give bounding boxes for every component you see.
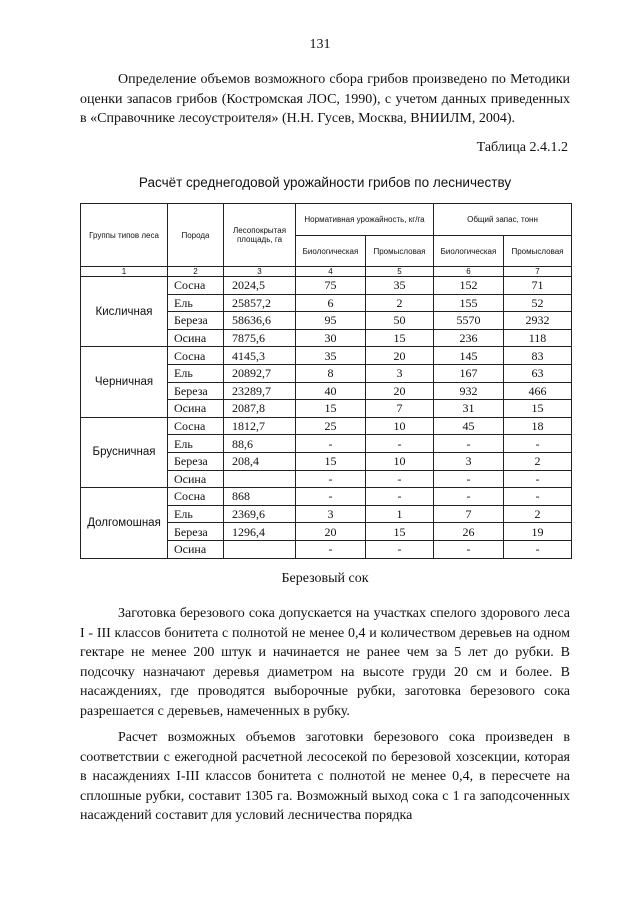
bio-yield-cell: 75 bbox=[296, 277, 366, 295]
area-cell: 2024,5 bbox=[224, 277, 296, 295]
commercial-yield-cell: 50 bbox=[366, 312, 434, 330]
table-body bbox=[81, 277, 572, 559]
bio-yield-cell: 95 bbox=[296, 312, 366, 330]
area-cell: 2087,8 bbox=[224, 400, 296, 418]
commercial-stock-cell: 18 bbox=[504, 417, 572, 435]
species-cell: Береза bbox=[168, 312, 224, 330]
page-number: 131 bbox=[309, 37, 331, 52]
species-cell: Осина bbox=[168, 470, 224, 488]
species-cell: Ель bbox=[168, 294, 224, 312]
bio-yield-cell: - bbox=[296, 470, 366, 488]
commercial-yield-cell: 20 bbox=[366, 347, 434, 365]
table-row bbox=[81, 347, 572, 365]
column-number: 4 bbox=[296, 267, 366, 277]
table-label: Таблица 2.4.1.2 bbox=[476, 140, 568, 155]
species-cell: Осина bbox=[168, 400, 224, 418]
commercial-yield-cell: 2 bbox=[366, 294, 434, 312]
bio-stock-cell: 167 bbox=[434, 364, 504, 382]
commercial-yield-cell: 20 bbox=[366, 382, 434, 400]
column-number: 5 bbox=[366, 267, 434, 277]
commercial-stock-cell: - bbox=[504, 540, 572, 558]
area-cell: 88,6 bbox=[224, 435, 296, 453]
table-row bbox=[81, 488, 572, 506]
area-cell: 868 bbox=[224, 488, 296, 506]
bio-stock-cell: 45 bbox=[434, 417, 504, 435]
intro-paragraph: Определение объемов возможного сбора грибов произведено по Методики оценки запасов грибов (Костромская ЛОС, 1990), с учетом данных приведенных в «Справочнике лесоустроителя» (Н.Н. Гусев, Москва, ВНИИЛМ, 2004). bbox=[80, 72, 570, 126]
bio-stock-cell: - bbox=[434, 435, 504, 453]
forest-group-cell: Черничная bbox=[81, 347, 168, 417]
species-cell: Осина bbox=[168, 540, 224, 558]
commercial-yield-cell: 15 bbox=[366, 523, 434, 541]
area-cell: 23289,7 bbox=[224, 382, 296, 400]
body-paragraph: Заготовка березового сока допускается на участках спелого здорового леса I - III классов бонитета с полнотой не менее 0,4 и количеством деревьев на одном гектаре не менее 200 штук и начинается не ранее чем за 5 лет до рубки. В подсочку назначают деревья диаметром на высоте груди 20 см и более. В насаждениях, где проводятся выборочные рубки, заготовка березового сока разрешается с деревьев, намеченных в рубку. bbox=[80, 606, 570, 719]
table-row bbox=[81, 277, 572, 295]
header-yield-biological: Биологическая bbox=[296, 236, 366, 267]
bio-yield-cell: 8 bbox=[296, 364, 366, 382]
body-paragraph: Расчет возможных объемов заготовки березового сока произведен в соответствии с ежегодной расчетной лесосекой по березовой хозсекции, которая в насаждениях I-III классов бонитета с полнотой не менее 0,4, в пересчете на сплошные рубки, составит 1305 га. Возможный выход сока с 1 га заподсоченных насаждений составит для условий лесничества порядка bbox=[80, 730, 570, 823]
bio-stock-cell: 152 bbox=[434, 277, 504, 295]
species-cell: Береза bbox=[168, 452, 224, 470]
species-cell: Ель bbox=[168, 435, 224, 453]
bio-yield-cell: 6 bbox=[296, 294, 366, 312]
species-cell: Сосна bbox=[168, 277, 224, 295]
area-cell: 1812,7 bbox=[224, 417, 296, 435]
forest-group-cell: Кисличная bbox=[81, 277, 168, 347]
column-number: 2 bbox=[168, 267, 224, 277]
species-cell: Береза bbox=[168, 382, 224, 400]
commercial-stock-cell: 466 bbox=[504, 382, 572, 400]
species-cell: Береза bbox=[168, 523, 224, 541]
bio-stock-cell: - bbox=[434, 488, 504, 506]
header-yield-commercial: Промысловая bbox=[366, 236, 434, 267]
commercial-yield-cell: 10 bbox=[366, 417, 434, 435]
bio-stock-cell: - bbox=[434, 540, 504, 558]
table-row bbox=[81, 417, 572, 435]
forest-group-cell: Долгомошная bbox=[81, 488, 168, 558]
commercial-yield-cell: 15 bbox=[366, 329, 434, 347]
bio-yield-cell: 30 bbox=[296, 329, 366, 347]
area-cell: 20892,7 bbox=[224, 364, 296, 382]
commercial-yield-cell: 7 bbox=[366, 400, 434, 418]
column-number: 1 bbox=[81, 267, 168, 277]
commercial-stock-cell: 19 bbox=[504, 523, 572, 541]
header-stock-commercial: Промысловая bbox=[504, 236, 572, 267]
bio-stock-cell: 236 bbox=[434, 329, 504, 347]
column-number: 6 bbox=[434, 267, 504, 277]
commercial-yield-cell: - bbox=[366, 540, 434, 558]
header-species: Порода bbox=[168, 204, 224, 267]
table-title: Расчёт среднегодовой урожайности грибов по лесничеству bbox=[138, 175, 512, 190]
bio-yield-cell: 40 bbox=[296, 382, 366, 400]
bio-yield-cell: 35 bbox=[296, 347, 366, 365]
forest-group-cell: Брусничная bbox=[81, 417, 168, 487]
bio-stock-cell: 5570 bbox=[434, 312, 504, 330]
species-cell: Ель bbox=[168, 364, 224, 382]
area-cell: 4145,3 bbox=[224, 347, 296, 365]
area-cell: 208,4 bbox=[224, 452, 296, 470]
commercial-stock-cell: 15 bbox=[504, 400, 572, 418]
commercial-stock-cell: 71 bbox=[504, 277, 572, 295]
commercial-stock-cell: 52 bbox=[504, 294, 572, 312]
commercial-stock-cell: 2 bbox=[504, 452, 572, 470]
bio-yield-cell: 15 bbox=[296, 400, 366, 418]
commercial-yield-cell: - bbox=[366, 470, 434, 488]
commercial-stock-cell: 63 bbox=[504, 364, 572, 382]
commercial-stock-cell: 2 bbox=[504, 505, 572, 523]
species-cell: Осина bbox=[168, 329, 224, 347]
bio-yield-cell: 3 bbox=[296, 505, 366, 523]
species-cell: Сосна bbox=[168, 488, 224, 506]
header-norm-yield: Нормативная урожайность, кг/га bbox=[296, 204, 434, 236]
bio-yield-cell: 25 bbox=[296, 417, 366, 435]
header-total-stock: Общий запас, тонн bbox=[434, 204, 572, 236]
section-heading: Березовый сок bbox=[281, 571, 369, 586]
bio-stock-cell: 26 bbox=[434, 523, 504, 541]
commercial-yield-cell: - bbox=[366, 435, 434, 453]
bio-stock-cell: 3 bbox=[434, 452, 504, 470]
commercial-yield-cell: - bbox=[366, 488, 434, 506]
species-cell: Сосна bbox=[168, 347, 224, 365]
commercial-yield-cell: 3 bbox=[366, 364, 434, 382]
bio-stock-cell: 932 bbox=[434, 382, 504, 400]
header-stock-biological: Биологическая bbox=[434, 236, 504, 267]
commercial-stock-cell: - bbox=[504, 488, 572, 506]
bio-yield-cell: - bbox=[296, 435, 366, 453]
species-cell: Ель bbox=[168, 505, 224, 523]
bio-stock-cell: 145 bbox=[434, 347, 504, 365]
commercial-stock-cell: 83 bbox=[504, 347, 572, 365]
mushroom-yield-table bbox=[80, 203, 572, 559]
commercial-yield-cell: 1 bbox=[366, 505, 434, 523]
commercial-stock-cell: - bbox=[504, 470, 572, 488]
bio-stock-cell: - bbox=[434, 470, 504, 488]
area-cell bbox=[224, 540, 296, 558]
commercial-yield-cell: 10 bbox=[366, 452, 434, 470]
bio-stock-cell: 31 bbox=[434, 400, 504, 418]
commercial-stock-cell: 118 bbox=[504, 329, 572, 347]
commercial-yield-cell: 35 bbox=[366, 277, 434, 295]
bio-stock-cell: 155 bbox=[434, 294, 504, 312]
area-cell: 2369,6 bbox=[224, 505, 296, 523]
area-cell: 7875,6 bbox=[224, 329, 296, 347]
area-cell: 58636,6 bbox=[224, 312, 296, 330]
area-cell bbox=[224, 470, 296, 488]
bio-yield-cell: 20 bbox=[296, 523, 366, 541]
bio-yield-cell: 15 bbox=[296, 452, 366, 470]
header-area: Лесопокрытая площадь, га bbox=[224, 204, 296, 267]
species-cell: Сосна bbox=[168, 417, 224, 435]
column-number: 7 bbox=[504, 267, 572, 277]
column-number: 3 bbox=[224, 267, 296, 277]
area-cell: 25857,2 bbox=[224, 294, 296, 312]
bio-yield-cell: - bbox=[296, 488, 366, 506]
commercial-stock-cell: 2932 bbox=[504, 312, 572, 330]
bio-yield-cell: - bbox=[296, 540, 366, 558]
bio-stock-cell: 7 bbox=[434, 505, 504, 523]
header-forest-groups: Группы типов леса bbox=[81, 204, 168, 267]
area-cell: 1296,4 bbox=[224, 523, 296, 541]
commercial-stock-cell: - bbox=[504, 435, 572, 453]
